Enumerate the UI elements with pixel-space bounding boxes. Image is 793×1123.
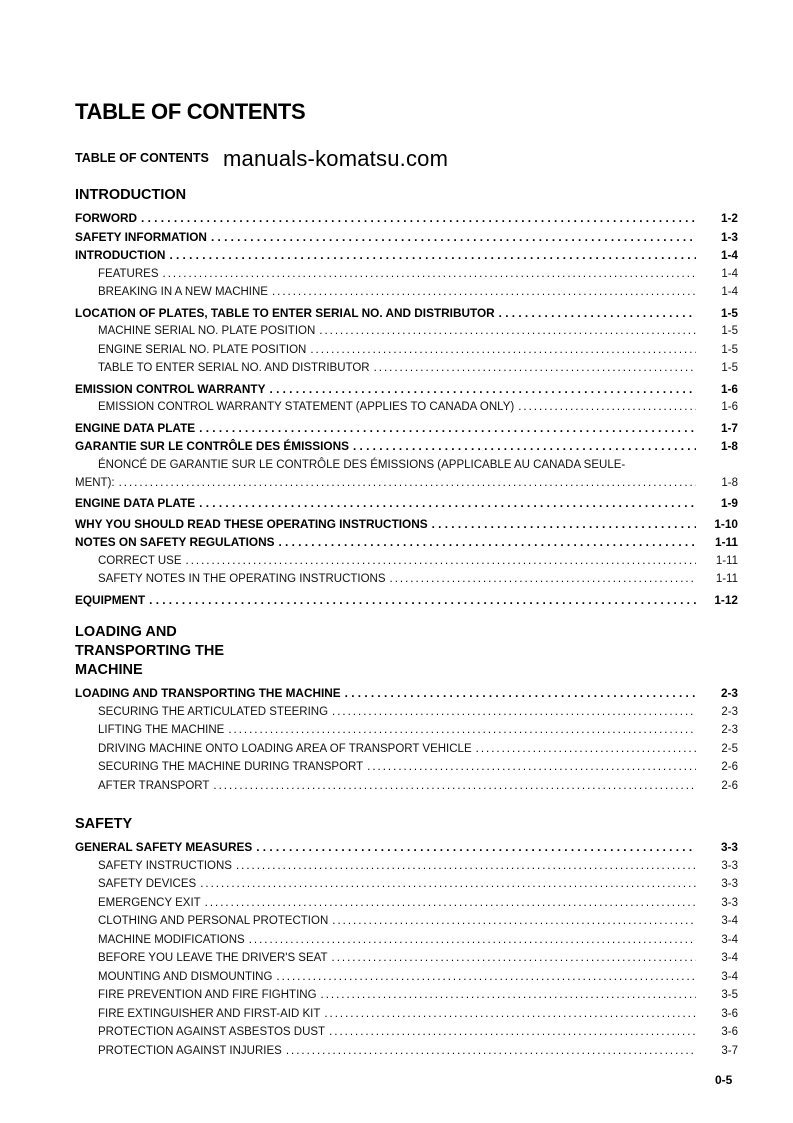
entry-label: ENGINE SERIAL NO. PLATE POSITION	[98, 343, 307, 356]
toc-subentry[interactable]	[75, 949, 738, 968]
entry-label: GARANTIE SUR LE CONTRÔLE DES ÉMISSIONS	[75, 439, 349, 453]
entry-page: 2-3	[721, 705, 738, 718]
entry-label: FIRE EXTINGUISHER AND FIRST-AID KIT	[98, 1007, 321, 1020]
chapter-introduction	[75, 186, 738, 609]
toc-entry[interactable]	[75, 419, 738, 438]
dot-leader	[374, 359, 696, 378]
chapter-title: SAFETY	[75, 816, 133, 832]
toc-subentry[interactable]	[75, 721, 738, 740]
entry-label: EMISSION CONTROL WARRANTY	[75, 381, 266, 396]
entry-page: 1-6	[720, 381, 738, 396]
entry-page: 1-6	[721, 401, 738, 413]
dot-leader	[169, 246, 696, 265]
toc-entry[interactable]	[75, 228, 738, 247]
dot-leader	[332, 703, 696, 722]
chapter-loading-transporting	[75, 623, 738, 795]
entry-page: 1-7	[720, 420, 738, 435]
dot-leader	[476, 740, 696, 759]
entry-page: 1-4	[720, 248, 738, 262]
dot-leader	[332, 912, 696, 931]
entry-label: EMISSION CONTROL WARRANTY STATEMENT (APPLIES TO CANADA ONLY)	[98, 401, 515, 413]
dot-leader	[141, 209, 696, 228]
dot-leader	[256, 838, 696, 857]
entry-page: 3-6	[721, 1026, 738, 1038]
dot-leader	[270, 380, 696, 399]
entry-page: 2-5	[721, 742, 738, 755]
dot-leader	[186, 552, 697, 571]
chapter-entries	[75, 209, 738, 609]
entry-page: 3-4	[721, 952, 738, 964]
dot-leader	[432, 515, 696, 534]
entry-label: SAFETY NOTES IN THE OPERATING INSTRUCTIONS	[98, 573, 386, 585]
toc-entry[interactable]	[75, 684, 738, 703]
entry-page: 2-6	[721, 779, 738, 792]
toc-subentry[interactable]	[75, 322, 738, 341]
entry-page: 2-3	[720, 686, 738, 700]
entry-label: LOADING AND TRANSPORTING THE MACHINE	[75, 686, 341, 700]
dot-leader	[200, 875, 696, 894]
entry-page: 3-4	[721, 970, 738, 983]
entry-label: FIRE PREVENTION AND FIRE FIGHTING	[98, 989, 317, 1001]
entry-label: SECURING THE ARTICULATED STEERING	[98, 705, 329, 718]
entry-page: 1-2	[720, 211, 738, 225]
toc-subentry[interactable]	[75, 359, 738, 378]
entry-page: 1-5	[721, 362, 738, 374]
dot-leader	[199, 494, 696, 513]
dot-leader	[276, 968, 696, 987]
entry-label: ENGINE DATA PLATE	[75, 496, 196, 510]
entry-page: 1-8	[720, 439, 738, 453]
entry-label: EMERGENCY EXIT	[98, 896, 201, 909]
entry-page: 1-11	[715, 573, 738, 585]
entry-label: FEATURES	[98, 267, 159, 280]
chapter-title-line: MACHINE	[75, 662, 143, 678]
toc-entry[interactable]	[75, 437, 738, 456]
entry-label: SAFETY DEVICES	[98, 878, 197, 890]
entry-label: BEFORE YOU LEAVE THE DRIVER'S SEAT	[98, 952, 328, 964]
entry-label: DRIVING MACHINE ONTO LOADING AREA OF TRANSPORT VEHICLE	[98, 742, 472, 755]
toc-subentry[interactable]	[75, 1023, 738, 1042]
toc-subentry[interactable]	[75, 1005, 738, 1024]
entry-page: 1-8	[721, 476, 738, 489]
watermark-text: manuals-komatsu.com	[223, 146, 449, 171]
entry-page: 1-5	[721, 343, 738, 356]
entry-label: INTRODUCTION	[75, 248, 166, 262]
dot-leader	[499, 304, 696, 323]
dot-leader	[319, 322, 696, 341]
toc-entry[interactable]	[75, 380, 738, 399]
entry-label: ENGINE DATA PLATE	[75, 420, 196, 435]
entry-label: SAFETY INSTRUCTIONS	[98, 859, 232, 872]
toc-entry[interactable]	[75, 494, 738, 513]
toc-entry[interactable]	[75, 838, 738, 857]
entry-label: LIFTING THE MACHINE	[98, 724, 225, 736]
entry-label: GENERAL SAFETY MEASURES	[75, 840, 253, 854]
dot-leader	[353, 437, 696, 456]
entry-page: 3-4	[721, 933, 738, 946]
toc-subentry[interactable]	[75, 758, 738, 777]
toc-subentry[interactable]	[75, 875, 738, 894]
entry-page: 1-4	[721, 286, 738, 298]
toc-chapters	[75, 186, 738, 1060]
entry-label: FORWORD	[75, 211, 138, 225]
toc-subentry[interactable]	[75, 552, 738, 571]
entry-label: CLOTHING AND PERSONAL PROTECTION	[98, 915, 329, 927]
chapter-title: INTRODUCTION	[75, 187, 187, 203]
dot-leader	[518, 398, 696, 417]
entry-label: SECURING THE MACHINE DURING TRANSPORT	[98, 761, 364, 773]
page-title: TABLE OF CONTENTS	[75, 99, 306, 124]
entry-page: 3-3	[720, 840, 738, 854]
dot-leader	[211, 228, 696, 247]
chapter-entries	[75, 838, 738, 1060]
chapter-title-line: TRANSPORTING THE	[75, 643, 225, 659]
toc-subentry[interactable]	[75, 740, 738, 759]
entry-label: CORRECT USE	[98, 554, 182, 567]
entry-label: AFTER TRANSPORT	[98, 779, 210, 792]
entry-label: SAFETY INFORMATION	[75, 229, 207, 244]
toc-subentry[interactable]	[75, 283, 738, 302]
entry-page: 1-11	[715, 535, 738, 549]
entry-label: WHY YOU SHOULD READ THESE OPERATING INSTRUCTIONS	[75, 516, 428, 531]
entry-page: 1-12	[714, 592, 738, 607]
toc-subentry[interactable]	[75, 1042, 738, 1061]
dot-leader	[228, 721, 696, 740]
dot-leader	[324, 1005, 696, 1024]
toc-subentry[interactable]	[75, 931, 738, 950]
entry-page: 2-6	[721, 761, 738, 773]
dot-leader	[332, 949, 697, 968]
entry-page: 1-5	[721, 325, 738, 337]
toc-subentry[interactable]	[75, 894, 738, 913]
toc-subentry[interactable]	[75, 968, 738, 987]
entry-page: 3-5	[721, 989, 738, 1001]
dot-leader	[205, 894, 696, 913]
toc-subtitle: TABLE OF CONTENTS	[75, 151, 209, 165]
chapter-safety	[75, 815, 738, 1060]
dot-leader	[345, 684, 696, 703]
toc-entry[interactable]	[75, 209, 738, 228]
entry-page: 3-6	[721, 1007, 738, 1020]
entry-label: PROTECTION AGAINST ASBESTOS DUST	[98, 1026, 326, 1038]
chapter-title	[75, 623, 738, 680]
toc-subentry[interactable]	[75, 857, 738, 876]
chapter-title-line: LOADING AND	[75, 624, 177, 640]
entry-label: MACHINE MODIFICATIONS	[98, 933, 245, 946]
entry-page: 1-9	[720, 496, 738, 510]
dot-leader	[310, 341, 696, 360]
entry-label: TABLE TO ENTER SERIAL NO. AND DISTRIBUTOR	[98, 362, 370, 374]
entry-label: ÉNONCÉ DE GARANTIE SUR LE CONTRÔLE DES ÉMISSIONS (APPLICABLE AU CANADA SEULE-	[98, 458, 626, 471]
entry-page: 3-3	[721, 878, 738, 890]
toc-entry[interactable]	[75, 591, 738, 610]
entry-label: EQUIPMENT	[75, 592, 146, 607]
entry-page: 1-5	[720, 305, 738, 320]
dot-leader	[278, 533, 696, 552]
toc-entry[interactable]	[75, 246, 738, 265]
dot-leader	[367, 758, 696, 777]
entry-page: 2-3	[721, 724, 738, 736]
toc-subentry[interactable]	[75, 265, 738, 284]
entry-page: 3-4	[721, 915, 738, 927]
dot-leader	[272, 283, 696, 302]
toc-subentry[interactable]	[75, 398, 738, 417]
page-number: 0-5	[715, 1073, 733, 1087]
entry-label: PROTECTION AGAINST INJURIES	[98, 1044, 282, 1057]
entry-page: 3-7	[721, 1044, 738, 1057]
entry-page: 1-3	[720, 229, 738, 244]
toc-subentry[interactable]	[75, 777, 738, 796]
dot-leader	[329, 1023, 696, 1042]
entry-page: 1-10	[714, 516, 738, 531]
entry-label-continuation: MENT):	[75, 476, 115, 489]
dot-leader	[163, 265, 697, 284]
dot-leader	[286, 1042, 696, 1061]
toc-subentry-wrapped[interactable]	[75, 456, 738, 474]
entry-page: 3-3	[721, 859, 738, 872]
entry-label: MOUNTING AND DISMOUNTING	[98, 970, 273, 983]
dot-leader	[213, 777, 696, 796]
toc-entry[interactable]	[75, 515, 738, 534]
dot-leader	[249, 931, 696, 950]
chapter-entries	[75, 684, 738, 795]
entry-page: 1-4	[721, 267, 738, 280]
entry-label: LOCATION OF PLATES, TABLE TO ENTER SERIAL NO. AND DISTRIBUTOR	[75, 305, 495, 320]
toc-entry[interactable]	[75, 533, 738, 552]
toc-subentry[interactable]	[75, 912, 738, 931]
dot-leader	[149, 591, 696, 610]
toc-subentry-continuation[interactable]	[75, 474, 738, 493]
dot-leader	[199, 419, 696, 438]
dot-leader	[390, 570, 696, 589]
entry-page: 1-11	[715, 554, 738, 567]
entry-page: 3-3	[721, 896, 738, 909]
dot-leader	[119, 474, 696, 493]
toc-subentry[interactable]	[75, 341, 738, 360]
toc-subentry[interactable]	[75, 570, 738, 589]
dot-leader	[321, 986, 696, 1005]
toc-subentry[interactable]	[75, 703, 738, 722]
toc-subentry[interactable]	[75, 986, 738, 1005]
entry-label: NOTES ON SAFETY REGULATIONS	[75, 535, 275, 549]
entry-label: BREAKING IN A NEW MACHINE	[98, 286, 268, 298]
dot-leader	[236, 857, 696, 876]
entry-label: MACHINE SERIAL NO. PLATE POSITION	[98, 325, 316, 337]
toc-entry[interactable]	[75, 304, 738, 323]
